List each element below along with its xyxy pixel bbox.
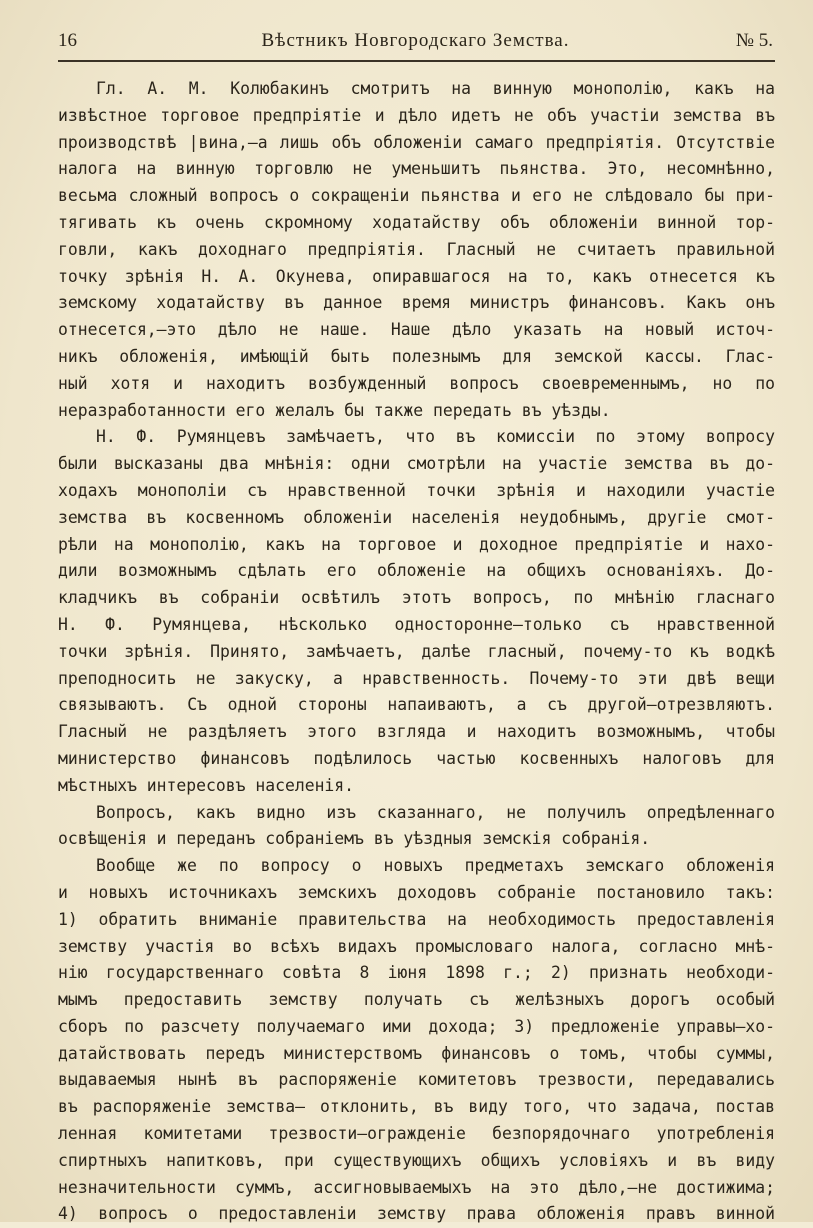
- text-line: ходахъ монополіи съ нравственной точки зрѣнія и находили участіе: [58, 480, 775, 500]
- text-line: преподносить не закуску, а нравственность. Почему-то эти двѣ вещи: [58, 668, 775, 688]
- text-line: ленная комитетами трезвости—огражденіе безпорядочнаго употребленія: [58, 1124, 775, 1144]
- page-number: 16: [58, 30, 77, 51]
- text-line: незначительности суммъ, ассигновываемыхъ на это дѣло,—не достижима;: [58, 1177, 775, 1197]
- text-line: въ распоряженіе земства— отклонить, въ виду того, что задача, постав: [58, 1097, 775, 1117]
- text-line: отнесется,—это дѣло не наше. Наше дѣло указать на новый источ-: [58, 320, 775, 340]
- text-line: земскому ходатайству въ данное время министръ финансовъ. Какъ онъ: [58, 293, 775, 313]
- text-line: весьма сложный вопросъ о сокращеніи пьянства и его не слѣдовало бы при-: [58, 186, 775, 206]
- text-line: мымъ предоставить земству получать съ желѣзныхъ дорогъ особый: [58, 990, 775, 1010]
- text-line: и новыхъ источникахъ земскихъ доходовъ собраніе постановило такъ:: [58, 882, 775, 902]
- text-line: земству участія во всѣхъ видахъ промысловаго налога, согласно мнѣ-: [58, 936, 775, 956]
- text-line: говли, какъ доходнаго предпріятія. Гласный не считаетъ правильной: [58, 239, 775, 259]
- text-line: неразработанности его желалъ бы также передать въ уѣзды.: [58, 400, 611, 420]
- text-line: Гласный не раздѣляетъ этого взгляда и находитъ возможнымъ, чтобы: [58, 722, 775, 742]
- text-line: министерство финансовъ подѣлилось частью косвенныхъ налоговъ для: [58, 748, 775, 768]
- text-line: Н. Ф. Румянцевъ замѣчаетъ, что въ комиссіи по этому вопросу: [96, 427, 775, 447]
- text-line: Н. Ф. Румянцева, нѣсколько односторонне—только съ нравственной: [58, 614, 775, 634]
- body-text: [58, 76, 775, 1228]
- text-line: нію государственнаго совѣта 8 іюня 1898 г.; 2) признать необходи-: [58, 963, 775, 983]
- text-line: мѣстныхъ интересовъ населенія.: [58, 775, 355, 795]
- header-rule: [58, 60, 775, 62]
- text-line: 4) вопросъ о предоставленіи земству права обложенія правъ винной: [58, 1204, 775, 1224]
- text-line: дили возможнымъ сдѣлать его обложеніе на общихъ основаніяхъ. До-: [58, 561, 775, 581]
- text-line: были высказаны два мнѣнія: одни смотрѣли на участіе земства въ до-: [58, 454, 775, 474]
- text-line: кладчикъ въ собраніи освѣтилъ этотъ вопросъ, по мнѣнію гласнаго: [58, 588, 775, 608]
- text-line: освѣщенія и переданъ собраніемъ въ уѣздныя земскія собранія.: [58, 829, 651, 849]
- issue-number: № 5.: [735, 30, 773, 51]
- text-line: Вопросъ, какъ видно изъ сказаннаго, не получилъ опредѣленнаго: [96, 802, 775, 822]
- text-line: тягивать къ очень скромному ходатайству объ обложеніи винной тор-: [58, 212, 775, 232]
- text-line: точки зрѣнія. Принято, замѣчаетъ, далѣе гласный, почему-то къ водкѣ: [58, 641, 775, 661]
- text-line: земства въ косвенномъ обложеніи населенія неудобнымъ, другіе смот-: [58, 507, 775, 527]
- journal-title: Вѣстникъ Новгородскаго Земства.: [261, 30, 570, 51]
- text-line: сборъ по разсчету получаемаго ими дохода; 3) предложеніе управы—хо-: [58, 1016, 775, 1036]
- text-line: ный хотя и находитъ возбужденный вопросъ своевременнымъ, но по: [58, 373, 775, 393]
- text-line: выдаваемыя нынѣ въ распоряженіе комитетовъ трезвости, передавались: [58, 1070, 775, 1090]
- text-line: Гл. А. М. Колюбакинъ смотритъ на винную монополію, какъ на: [96, 79, 775, 98]
- text-line: 1) обратить вниманіе правительства на необходимость предоставленія: [58, 909, 775, 929]
- text-line: Вообще же по вопросу о новыхъ предметахъ земскаго обложенія: [96, 856, 775, 876]
- text-line: налога на винную торговлю не уменьшитъ пьянства. Это, несомнѣнно,: [58, 159, 775, 179]
- text-line: никъ обложенія, имѣющій быть полезнымъ для земской кассы. Глас-: [58, 346, 775, 366]
- text-line: датайствовать передъ министерствомъ финансовъ о томъ, чтобы суммы,: [58, 1043, 775, 1063]
- text-line: точку зрѣнія Н. А. Окунева, опиравшагося на то, какъ отнесется къ: [58, 266, 775, 286]
- text-line: рѣли на монополію, какъ на торговое и доходное предпріятіе и нахо-: [58, 534, 775, 554]
- text-line: связываютъ. Съ одной стороны напаиваютъ, а съ другой—отрезвляютъ.: [58, 695, 775, 715]
- text-line: извѣстное торговое предпріятіе и дѣло идетъ не объ участіи земства въ: [58, 105, 775, 125]
- text-line: производствѣ |вина,—а лишь объ обложеніи самаго предпріятія. Отсутствіе: [58, 132, 775, 152]
- text-line: спиртныхъ напитковъ, при существующихъ общихъ условіяхъ и въ виду: [58, 1150, 775, 1170]
- running-header: [58, 30, 773, 58]
